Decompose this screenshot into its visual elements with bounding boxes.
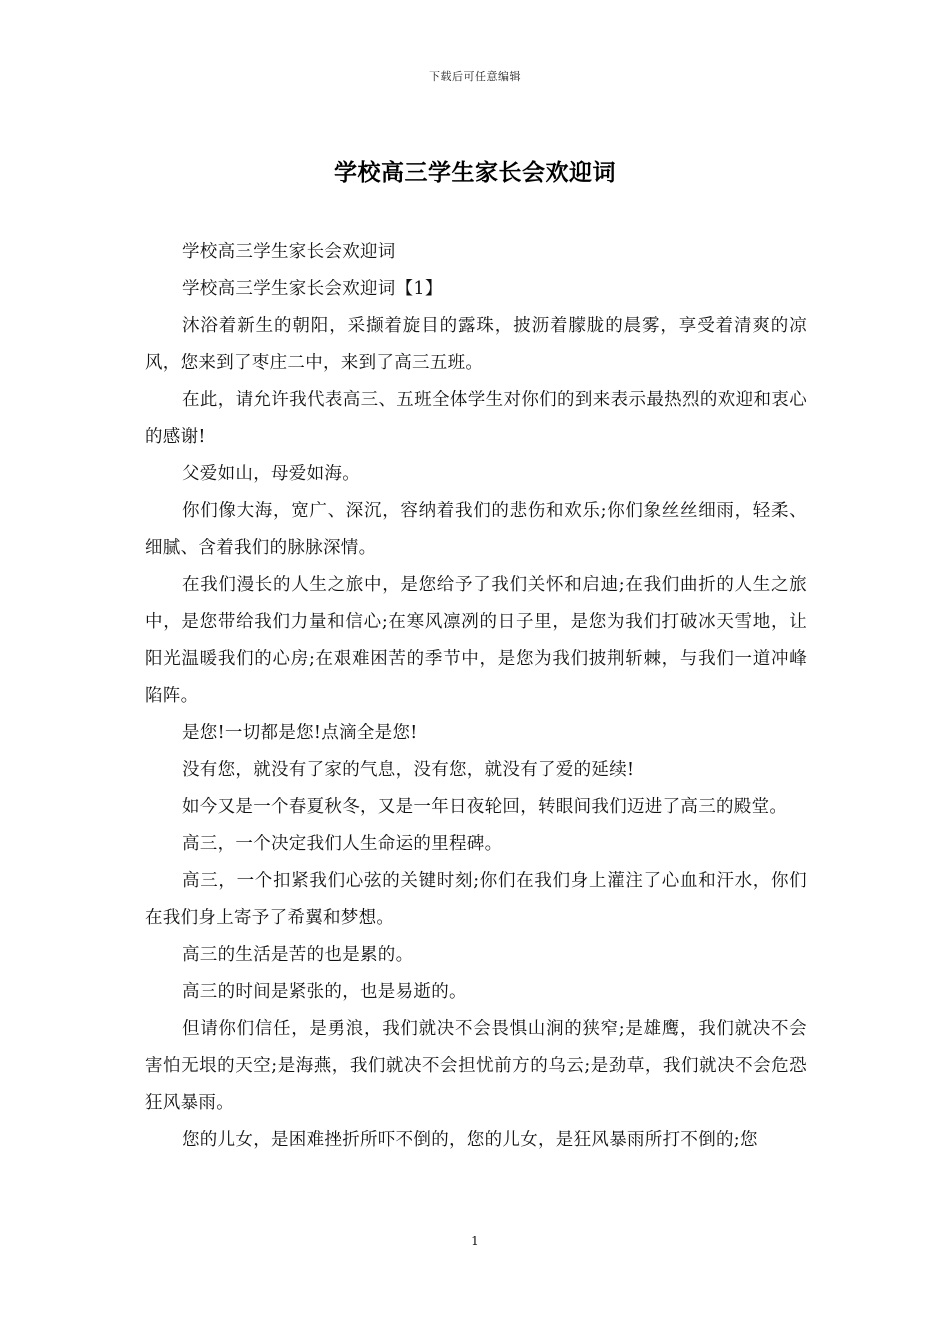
paragraph: 你们像大海，宽广、深沉，容纳着我们的悲伤和欢乐;你们象丝丝细雨，轻柔、细腻、含着我们的脉脉深情。 — [145, 501, 807, 558]
document-body — [145, 234, 807, 1159]
paragraph: 父爱如山，母爱如海。 — [182, 464, 360, 484]
paragraph: 在此，请允许我代表高三、五班全体学生对你们的到来表示最热烈的欢迎和衷心的感谢! — [145, 390, 807, 447]
paragraph: 学校高三学生家长会欢迎词【1】 — [182, 279, 443, 299]
paragraph: 高三的生活是苦的也是累的。 — [182, 945, 414, 965]
paragraph: 沐浴着新生的朝阳，采撷着旋目的露珠，披沥着朦胧的晨雾，享受着清爽的凉风，您来到了枣庄二中，来到了高三五班。 — [145, 316, 807, 373]
page-number: 1 — [471, 1234, 479, 1248]
paragraph: 如今又是一个春夏秋冬，又是一年日夜轮回，转眼间我们迈进了高三的殿堂。 — [182, 797, 788, 817]
paragraph: 是您!一切都是您!点滴全是您! — [182, 723, 418, 743]
paragraph: 高三，一个决定我们人生命运的里程碑。 — [182, 834, 503, 854]
header-note: 下载后可任意编辑 — [429, 70, 521, 83]
paragraph: 高三的时间是紧张的，也是易逝的。 — [182, 982, 467, 1002]
document-title: 学校高三学生家长会欢迎词 — [334, 159, 616, 186]
paragraph: 您的儿女，是困难挫折所吓不倒的，您的儿女，是狂风暴雨所打不倒的;您 — [182, 1130, 758, 1150]
paragraph: 没有您，就没有了家的气息，没有您，就没有了爱的延续! — [182, 760, 635, 780]
paragraph: 高三，一个扣紧我们心弦的关键时刻;你们在我们身上灌注了心血和汗水，你们在我们身上寄予了希翼和梦想。 — [145, 871, 807, 928]
paragraph: 学校高三学生家长会欢迎词 — [182, 242, 396, 262]
paragraph: 但请你们信任，是勇浪，我们就决不会畏惧山涧的狭窄;是雄鹰，我们就决不会害怕无垠的天空;是海燕，我们就决不会担忧前方的乌云;是劲草，我们就决不会危恐狂风暴雨。 — [145, 1019, 807, 1113]
paragraph: 在我们漫长的人生之旅中，是您给予了我们关怀和启迪;在我们曲折的人生之旅中，是您带给我们力量和信心;在寒风凛冽的日子里，是您为我们打破冰天雪地，让阳光温暖我们的心房;在艰难困苦的季节中，是您为我们披荆斩棘，与我们一道冲峰陷阵。 — [145, 575, 807, 706]
